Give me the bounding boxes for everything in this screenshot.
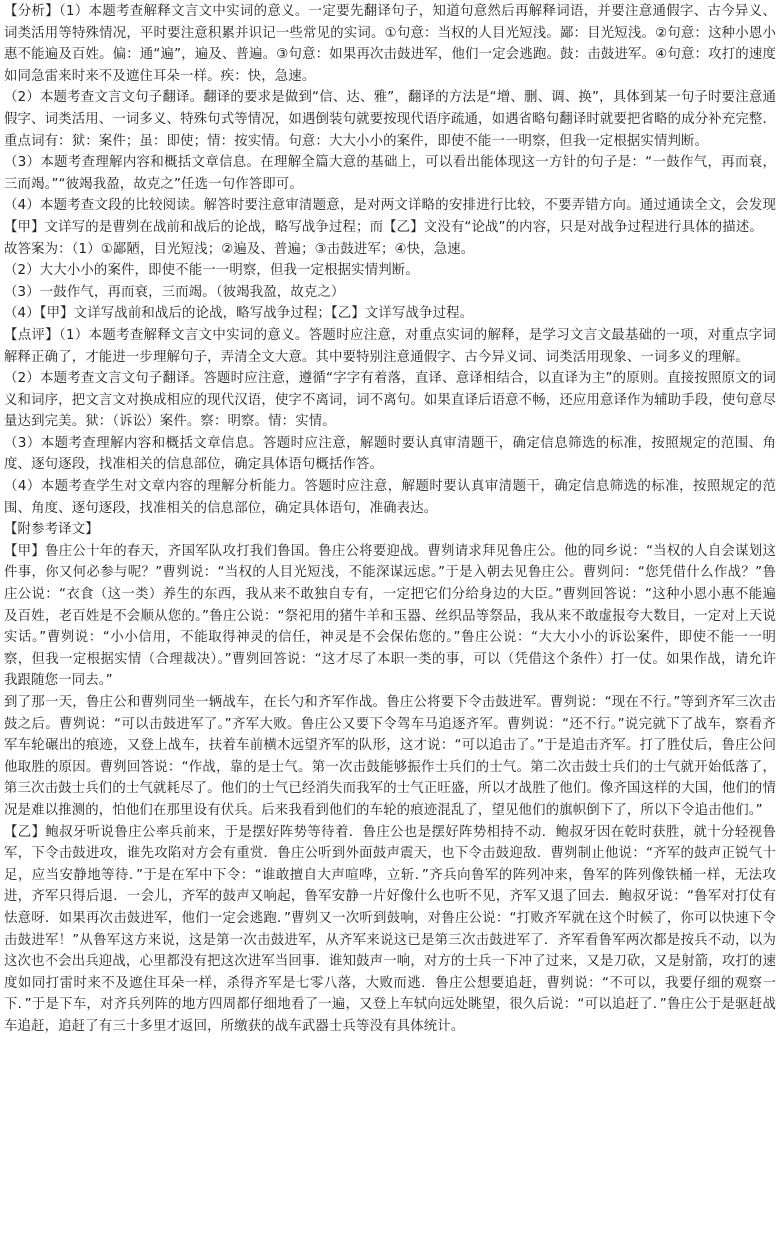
analysis-part-2: （2）本题考查文言文句子翻译。翻译的要求是做到“信、达、雅”，翻译的方法是“增、删、调、换”，具体到某一句子时要注意通假字、词类活用、一词多义、特殊句式等情况，如遇倒装句就要按现代语序疏通，如遇省略句翻译时就要把省略的成分补充完整．重点词有：狱：案件；虽：即使；情：按实情。句意：大大小小的案件，即使不能一一明察，但我一定根据实情判断。 bbox=[4, 90, 776, 149]
comment-part-2: （2）本题考查文言文句子翻译。答题时应注意，遵循“字字有着落，直译、意译相结合，以直译为主”的原则。直接按照原文的词义和词序，把文言文对换成相应的现代汉语，使字不离词，词不离句。如果直译后语意不畅，还应用意译作为辅助手段，使句意尽量达到完美。狱：（诉讼）案件。察：明察。情：实情。 bbox=[4, 371, 776, 430]
answer-part-2: （2）大大小小的案件，即使不能一一明察，但我一定根据实情判断。 bbox=[4, 263, 419, 279]
translation-jia-part-2: 到了那一天，鲁庄公和曹刿同坐一辆战车，在长勺和齐军作战。鲁庄公将要下令击鼓进军。曹刿说：“现在不行。”等到齐军三次击鼓之后。曹刿说：“可以击鼓进军了。”齐军大败。鲁庄公又要下令驾车马追逐齐军。曹刿说：“还不行。”说完就下了战车，察看齐军车轮碾出的痕迹，又登上战车，扶着车前横木远望齐军的队形，这才说：“可以追击了。”于是追击齐军。打了胜仗后，鲁庄公问他取胜的原因。曹刿回答说：“作战，靠的是士气。第一次击鼓能够振作士兵们的士气。第二次击鼓士兵们的士气就开始低落了，第三次击鼓士兵们的士气就耗尽了。他们的士气已经消失而我军的士气正旺盛，所以才战胜了他们。像齐国这样的大国，他们的情况是难以推测的，怕他们在那里设有伏兵。后来我看到他们的车轮的痕迹混乱了，望见他们的旗帜倒下了，所以下令追击他们。” bbox=[4, 695, 776, 818]
translation-yi: 【乙】鲍叔牙听说鲁庄公率兵前来，于是摆好阵势等待着．鲁庄公也是摆好阵势相持不动．鲍叔牙因在乾时获胜，就十分轻视鲁军，下令击鼓进攻，谁先攻陷对方会有重赏．鲁庄公听到外面鼓声震天，也下令击鼓迎敌．曹刿制止他说：“齐军的鼓声正锐气十足，应当安静地等待．”于是在军中下令：“谁敢擅自大声喧哗，立斩．”齐兵向鲁军的阵列冲来，鲁军的阵列像铁桶一样，无法攻进，齐军只得后退．一会儿，齐军的鼓声又响起，鲁军安静一片好像什么也听不见，齐军又退了回去．鲍叔牙说：“鲁军对打仗有怯意呀．如果再次击鼓进军，他们一定会逃跑．”曹刿又一次听到鼓响，对鲁庄公说：“打败齐军就在这个时候了，你可以快速下令击鼓进军！”从鲁军这方来说，这是第一次击鼓进军，从齐军来说这已是第三次击鼓进军了．齐军看鲁军两次都是按兵不动，以为这次也不会出兵迎战，心里都没有把这次进军当回事．谁知鼓声一响，对方的士兵一下冲了过来，又是刀砍，又是射箭，攻打的速度如同打雷时来不及遮住耳朵一样，杀得齐军是七零八落，大败而逃．鲁庄公想要追赶，曹刿说：“不可以，我要仔细的观察一下．”于是下车，对齐兵列阵的地方四周都仔细地看了一遍，又登上车轼向远处眺望，很久后说：“可以追赶了．”鲁庄公于是驱赶战车追赶，追赶了有三十多里才返回，所缴获的战车武器士兵等没有具体统计。 bbox=[4, 824, 776, 1034]
answer-part-4: （4）【甲】文详写战前和战后的论战，略写战争过程；【乙】文详写战争过程。 bbox=[4, 306, 474, 322]
analysis-part-4: （4）本题考查文段的比较阅读。解答时要注意审清题意，是对两文详略的安排进行比较，不要弄错方向。通过通读全文，会发现【甲】文详写的是曹刿在战前和战后的论战，略写战争过程；而【乙】文没有“论战”的内容，只是对战争过程进行具体的描述。 bbox=[4, 198, 776, 235]
translation-jia-part-1: 【甲】鲁庄公十年的春天，齐国军队攻打我们鲁国。鲁庄公将要迎战。曹刿请求拜见鲁庄公。他的同乡说：“当权的人自会谋划这件事，你又何必参与呢？”曹刿说：“当权的人目光短浅，不能深谋远虑。”于是入朝去见鲁庄公。曹刿问：“您凭借什么作战？”鲁庄公说：“衣食（这一类）养生的东西，我从来不敢独自专有，一定把它们分给身边的大臣。”曹刿回答说：“这种小恩小惠不能遍及百姓，老百姓是不会顺从您的。”鲁庄公说：“祭祀用的猪牛羊和玉器、丝织品等祭品，我从来不敢虚报夸大数目，一定对上天说实话。”曹刿说：“小小信用，不能取得神灵的信任，神灵是不会保佑您的。”鲁庄公说：“大大小小的诉讼案件，即使不能一一明察，但我一定根据实情（合理裁决）。”曹刿回答说：“这才尽了本职一类的事，可以（凭借这个条件）打一仗。如果作战，请允许我跟随您一同去。” bbox=[4, 543, 776, 689]
comment-part-4: （4）本题考查学生对文章内容的理解分析能力。答题时应注意，解题时要认真审清题干，确定信息筛选的标准，按照规定的范围、角度、逐句逐段，找准相关的信息部位，确定具体语句，准确表达。 bbox=[4, 479, 776, 516]
analysis-part-3: （3）本题考查理解内容和概括文章信息。在理解全篇大意的基础上，可以看出能体现这一方针的句子是：“一鼓作气，再而衰，三而竭。”“彼竭我盈，故克之”任选一句作答即可。 bbox=[4, 155, 776, 192]
comment-part-3: （3）本题考查理解内容和概括文章信息。答题时应注意，解题时要认真审清题干，确定信息筛选的标准，按照规定的范围、角度、逐句逐段，找准相关的信息部位，确定具体语句概括作答。 bbox=[4, 435, 776, 473]
analysis-part-1: 【分析】（1）本题考查解释文言文中实词的意义。一定要先翻译句子，知道句意然后再解释词语，并要注意通假字、古今异义、词类活用等特殊情况，平时要注意积累并识记一些常见的实词。①句意：当权的人目光短浅。鄙：目光短浅。②句意：这种小恩小惠不能遍及百姓。偏：通“遍”，遍及、普遍。③句意：如果再次击鼓进军，他们一定会逃跑。鼓：击鼓进军。④句意：攻打的速度如同急雷来时来不及遮住耳朵一样。疾：快，急速。 bbox=[4, 4, 776, 84]
translation-heading: 【附参考译文】 bbox=[4, 522, 99, 538]
answer-part-3: （3）一鼓作气，再而衰，三而竭。（彼竭我盈，故克之） bbox=[4, 284, 345, 300]
comment-part-1: 【点评】（1）本题考查解释文言文中实词的意义。答题时应注意，对重点实词的解释，是学习文言文最基础的一项，对重点字词解释正确了，才能进一步理解句子，弄清全文大意。其中要特别注意通假字、古今异义词、词类活用现象、一词多义的理解。 bbox=[4, 327, 776, 365]
answer-part-1: 故答案为：（1）①鄙陋，目光短浅；②遍及、普遍；③击鼓进军；④快，急速。 bbox=[4, 241, 475, 257]
